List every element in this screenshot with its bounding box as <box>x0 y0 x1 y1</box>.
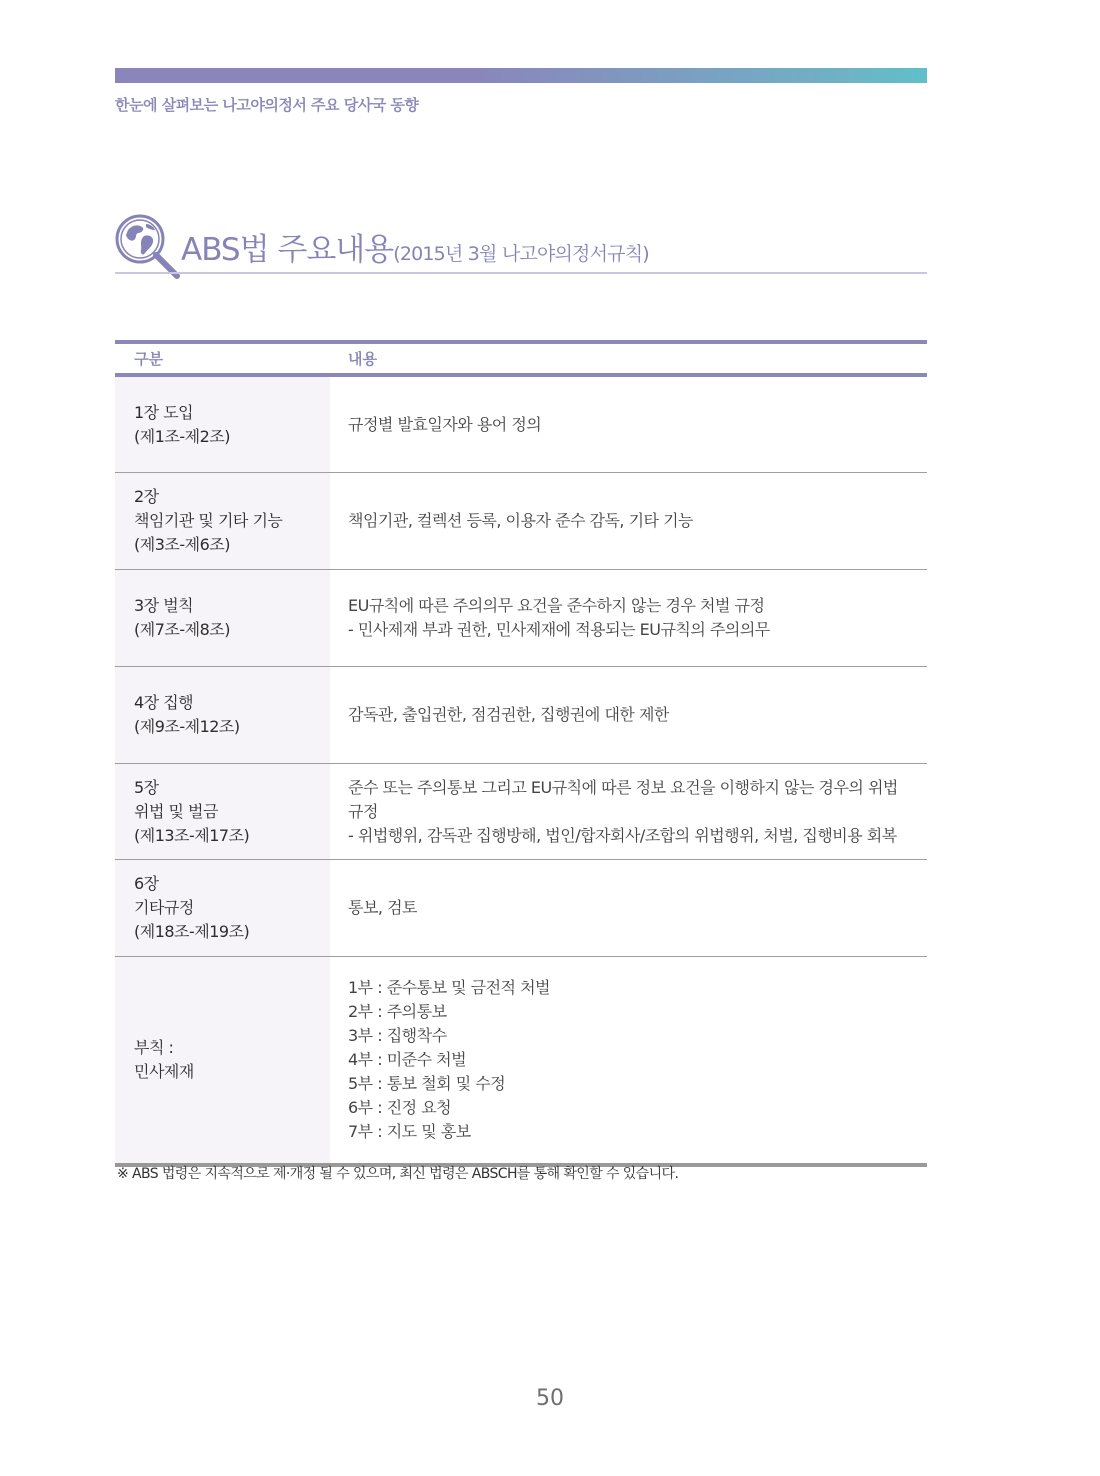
row-content: 책임기관, 컬렉션 등록, 이용자 준수 감독, 기타 기능 <box>348 511 693 530</box>
page-number: 50 <box>536 1386 564 1411</box>
row-content: 감독관, 출입권한, 점검권한, 집행권에 대한 제한 <box>348 705 669 724</box>
row-category: 5장 위법 및 벌금 (제13조-제17조) <box>115 764 330 859</box>
section-title-subtitle: (2015년 3월 나고야의정서규칙) <box>393 243 649 265</box>
section-title-block <box>115 212 927 274</box>
row-category: 6장 기타규정 (제18조-제19조) <box>115 860 330 956</box>
row-content: 규정별 발효일자와 용어 정의 <box>348 414 542 434</box>
section-title <box>181 224 649 269</box>
header-category: 구분 <box>134 350 163 368</box>
running-head: 한눈에 살펴보는 나고야의정서 주요 당사국 동향 <box>115 96 419 114</box>
row-content: 통보, 검토 <box>348 898 417 917</box>
table-row <box>115 473 927 570</box>
header-content: 내용 <box>348 350 377 368</box>
table-row <box>115 377 927 473</box>
table-row <box>115 570 927 667</box>
row-content: 1부 : 준수통보 및 금전적 처벌 2부 : 주의통보 3부 : 집행착수 4부 : 미준수 처벌 5부 : 통보 철회 및 수정 6부 : 진정 요청 7부 : 지도 및 홍보 <box>348 978 551 1141</box>
table-header <box>115 340 927 377</box>
table-row <box>115 860 927 957</box>
row-content: EU규칙에 따른 주의의무 요건을 준수하지 않는 경우 처벌 규정 - 민사제재 부과 권한, 민사제재에 적용되는 EU규칙의 주의의무 <box>348 596 770 639</box>
section-title-main: ABS법 주요내용 <box>181 232 394 268</box>
abs-law-table <box>115 340 927 1167</box>
row-content: 준수 또는 주의통보 그리고 EU규칙에 따른 정보 요건을 이행하지 않는 경우의 위법 규정 - 위법행위, 감독관 집행방해, 법인/합자회사/조합의 위법행위, 처벌, 집행비용 회복 <box>348 777 898 845</box>
header-color-bar <box>115 68 927 83</box>
table-row <box>115 667 927 764</box>
footnote: ※ ABS 법령은 지속적으로 제·개정 될 수 있으며, 최신 법령은 ABSCH를 통해 확인할 수 있습니다. <box>117 1166 679 1182</box>
row-category: 부칙 : 민사제재 <box>115 957 330 1163</box>
row-category: 2장 책임기관 및 기타 기능 (제3조-제6조) <box>115 473 330 569</box>
row-category: 3장 벌칙 (제7조-제8조) <box>115 570 330 666</box>
title-underline <box>115 272 927 274</box>
row-category: 1장 도입 (제1조-제2조) <box>115 377 330 472</box>
table-row <box>115 764 927 860</box>
table-row <box>115 957 927 1167</box>
row-category: 4장 집행 (제9조-제12조) <box>115 667 330 763</box>
